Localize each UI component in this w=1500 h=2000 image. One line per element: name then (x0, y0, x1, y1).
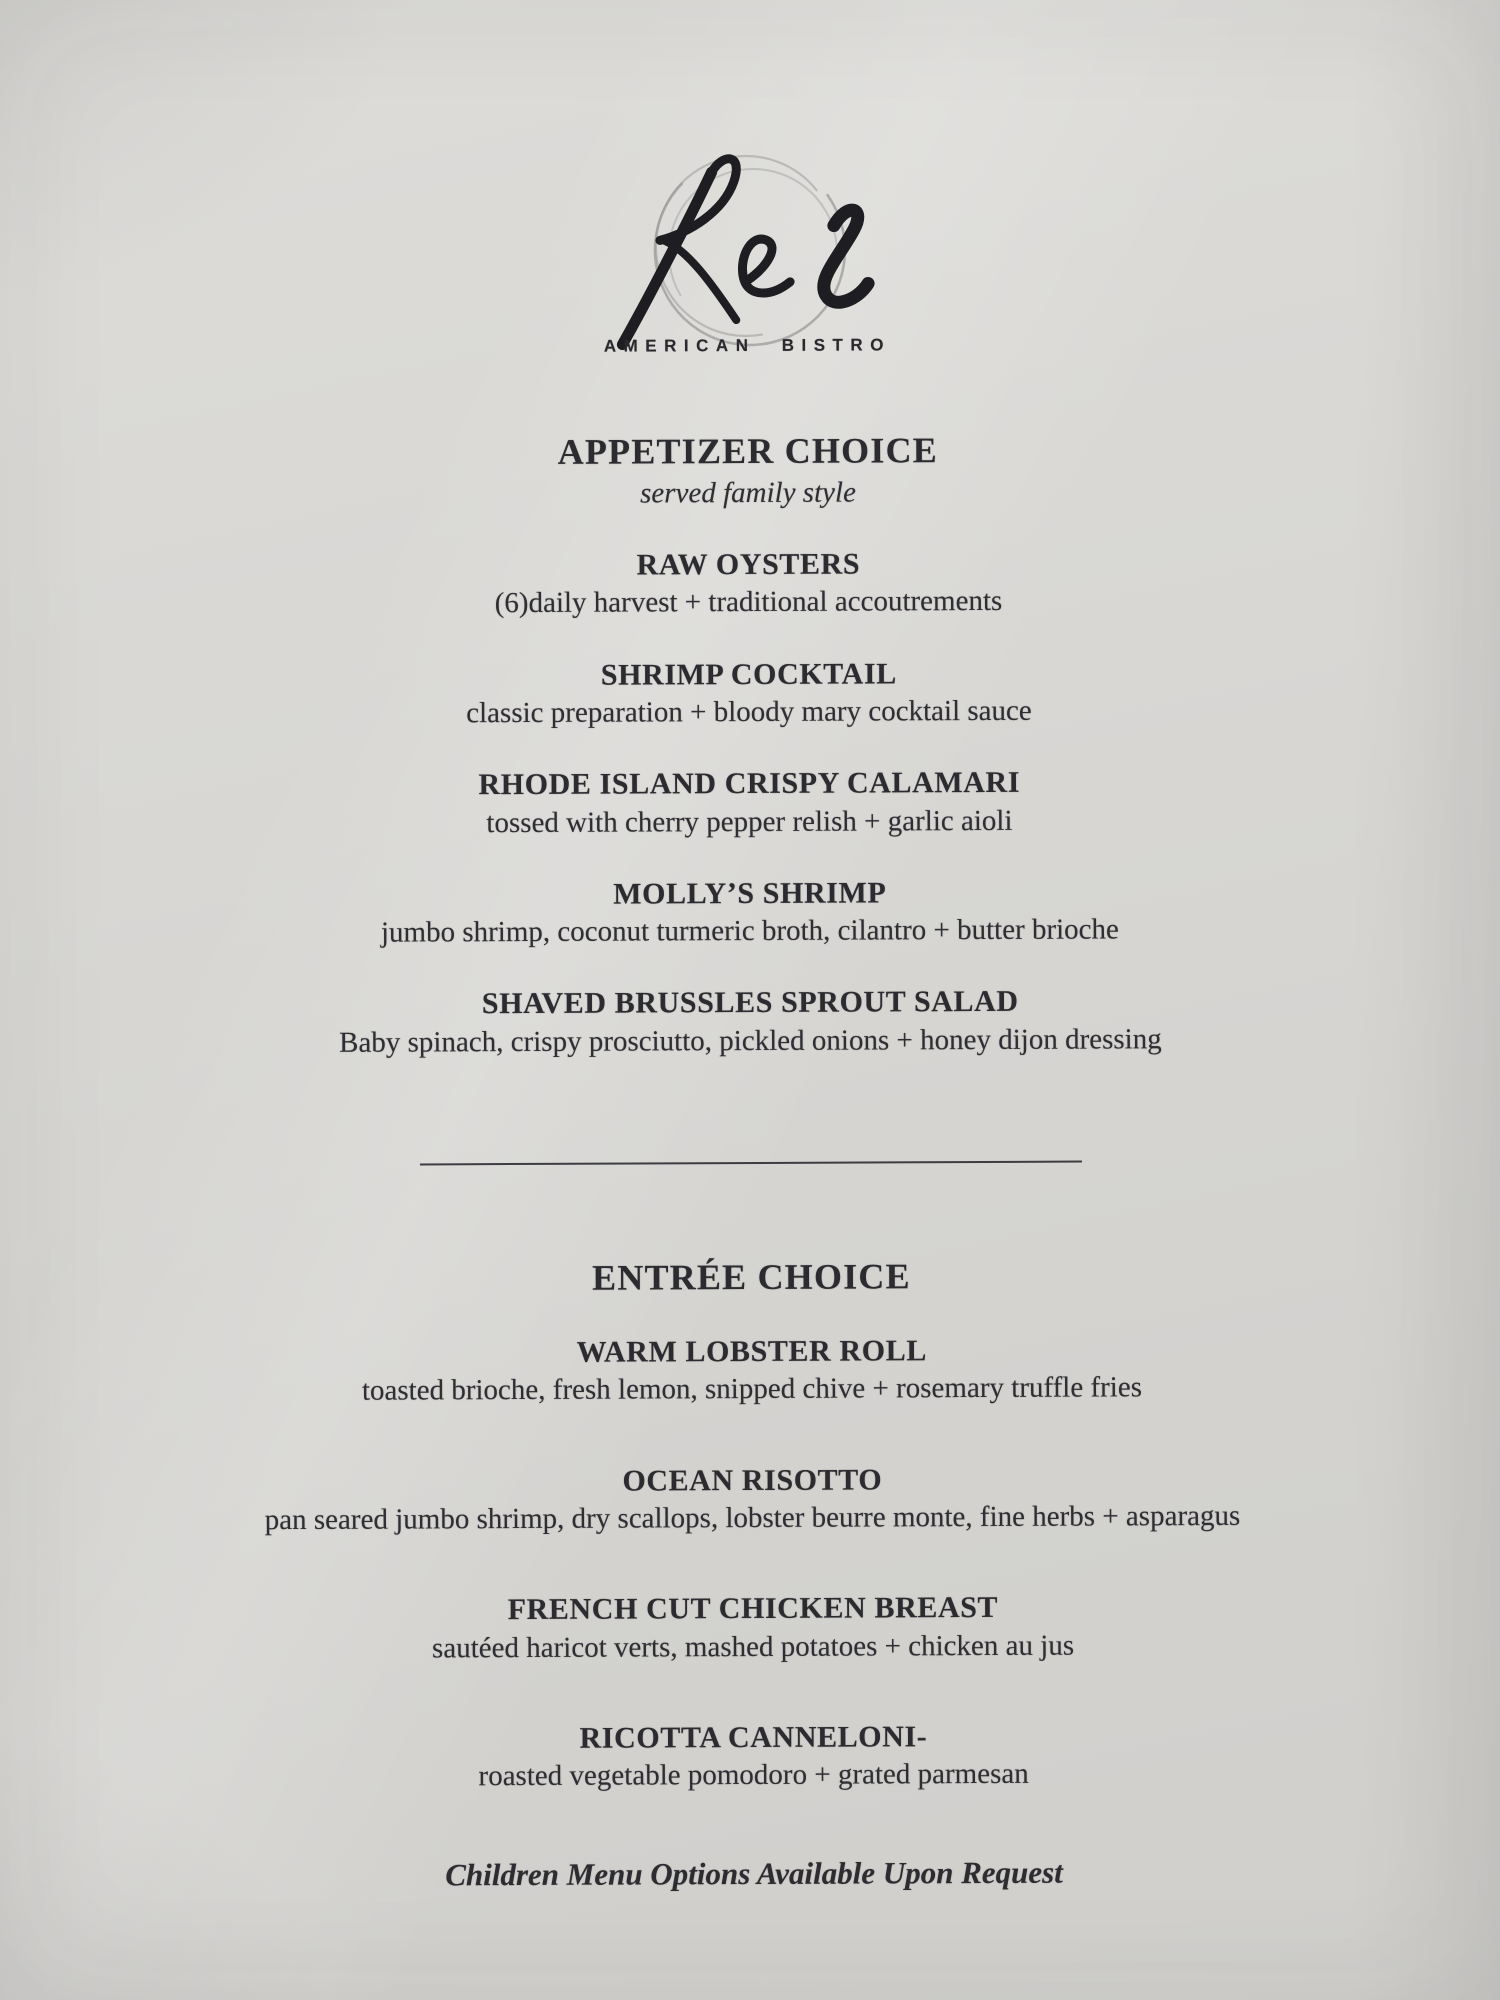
menu-item (123, 1589, 1383, 1667)
menu-item (119, 763, 1379, 841)
section-subtitle: served family style (640, 476, 856, 510)
menu-item-description: pan seared jumbo shrimp, dry scallops, lobster beurre monte, fine herbs + asparagus (264, 1499, 1241, 1537)
menu-item-description: classic preparation + bloody mary cocktail sauce (466, 694, 1032, 730)
menu-item-name: FRENCH CUT CHICKEN BREAST (507, 1591, 999, 1627)
menu-item-description: roasted vegetable pomodoro + grated parmesan (478, 1758, 1029, 1793)
menu-section (121, 1253, 1383, 1795)
menu-item-description: (6)daily harvest + traditional accoutrements (494, 585, 1003, 620)
menu-item-description: tossed with cherry pepper relish + garlic aioli (486, 804, 1013, 839)
section-items (118, 544, 1380, 1061)
menu-item-name: SHRIMP COCKTAIL (600, 656, 897, 692)
menu-item-name: RAW OYSTERS (636, 547, 861, 582)
menu-item (123, 1717, 1383, 1795)
menu-item (120, 983, 1380, 1061)
menu-item-description: jumbo shrimp, coconut turmeric broth, cilantro + butter brioche (380, 913, 1119, 949)
menu-content (116, 0, 1384, 1895)
menu-item-description: sautéed haricot verts, mashed potatoes + chicken au jus (431, 1629, 1075, 1665)
menu-item (122, 1460, 1382, 1538)
section-title: APPETIZER CHOICE (557, 430, 939, 472)
menu-item-name: RICOTTA CANNELONI- (579, 1720, 928, 1755)
menu-item-name: OCEAN RISOTTO (622, 1463, 883, 1498)
menu-section (118, 427, 1381, 1061)
menu-item-name: SHAVED BRUSSLES SPROUT SALAD (481, 985, 1019, 1021)
children-note: Children Menu Options Available Upon Request (445, 1855, 1063, 1893)
section-items (122, 1331, 1384, 1795)
menu-item-name: RHODE ISLAND CRISPY CALAMARI (478, 766, 1021, 802)
logo-tagline: AMERICAN BISTRO (603, 335, 891, 356)
section-title: ENTRÉE CHOICE (592, 1256, 911, 1298)
menu-item-name: MOLLY’S SHRIMP (613, 876, 887, 911)
menu-item (119, 654, 1379, 732)
menu-item (122, 1331, 1382, 1409)
menu-item-description: Baby spinach, crispy prosciutto, pickled onions + honey dijon dressing (339, 1023, 1162, 1059)
menu-item-name: WARM LOBSTER ROLL (576, 1334, 927, 1369)
menu-sections (118, 427, 1384, 1795)
section-divider (420, 1161, 1082, 1166)
menu-item (120, 873, 1380, 951)
menu-item (118, 544, 1378, 622)
restaurant-logo (116, 135, 1377, 358)
menu-item-description: toasted brioche, fresh lemon, snipped chive + rosemary truffle fries (361, 1371, 1143, 1408)
